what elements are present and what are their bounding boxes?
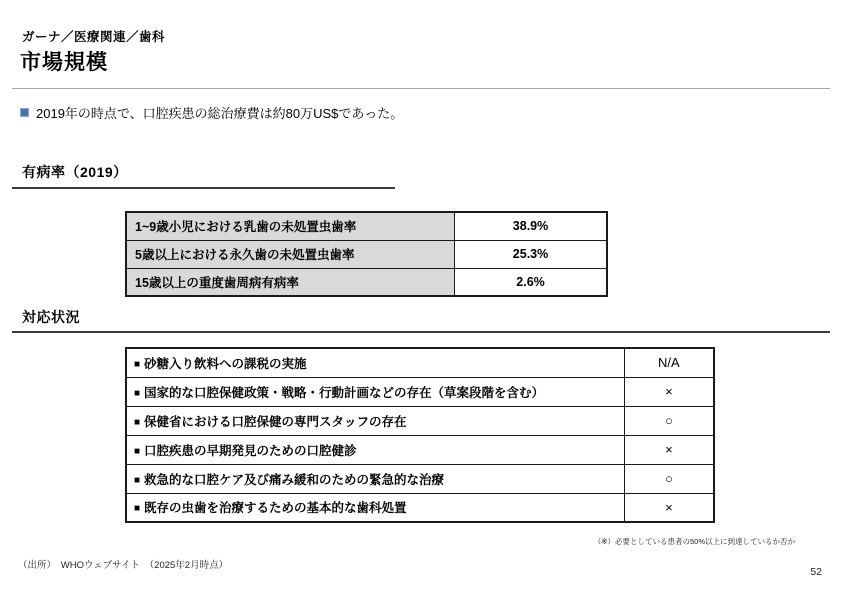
status-item-text: 救急的な口腔ケア及び痛み緩和のための緊急的な治療 (144, 472, 445, 487)
status-item-text: 既存の虫歯を治療するための基本的な歯科処置 (144, 501, 407, 516)
summary-text: 2019年の時点で、口腔疾患の総治療費は約80万US$であった。 (36, 106, 404, 121)
prevalence-row-value: 38.9% (455, 212, 607, 240)
table-row (126, 212, 607, 240)
status-row-mark: N/A (624, 348, 714, 377)
blue-square-bullet-icon (20, 108, 29, 117)
status-row-label (126, 435, 624, 464)
page-title: 市場規模 (20, 51, 108, 74)
breadcrumb: ガーナ／医療関連／歯科 (22, 30, 166, 44)
table-row (126, 377, 714, 406)
status-row-label (126, 493, 624, 522)
title-divider (12, 88, 830, 89)
footnote: （※）必要としている患者の50%以上に到達しているか否か (593, 537, 795, 546)
status-row-mark: × (624, 377, 714, 406)
table-row (126, 406, 714, 435)
prevalence-table (125, 211, 608, 297)
status-row-mark: ○ (624, 406, 714, 435)
table-row (126, 348, 714, 377)
page-number: 52 (810, 566, 822, 578)
table-row (126, 464, 714, 493)
square-bullet-icon: ■ (134, 387, 141, 399)
status-row-label (126, 464, 624, 493)
section-heading-response-status: 対応状況 (22, 309, 80, 325)
status-row-mark: × (624, 493, 714, 522)
table-row (126, 493, 714, 522)
status-row-mark: × (624, 435, 714, 464)
square-bullet-icon: ■ (134, 474, 141, 486)
status-item-text: 砂糖入り飲料への課税の実施 (144, 356, 307, 371)
status-row-label (126, 348, 624, 377)
square-bullet-icon: ■ (134, 445, 141, 457)
square-bullet-icon: ■ (134, 416, 141, 428)
prevalence-row-value: 25.3% (455, 240, 607, 268)
prevalence-row-label: 5歳以上における永久歯の未処置虫歯率 (126, 240, 455, 268)
table-row (126, 435, 714, 464)
table-row (126, 240, 607, 268)
status-item-text: 保健省における口腔保健の専門スタッフの存在 (144, 414, 407, 429)
response-status-table (125, 347, 715, 523)
square-bullet-icon: ■ (134, 503, 141, 515)
prevalence-underline (12, 187, 395, 189)
response-status-underline (12, 331, 830, 333)
status-item-text: 口腔疾患の早期発見のための口腔健診 (144, 443, 357, 458)
status-row-label (126, 377, 624, 406)
status-item-text: 国家的な口腔保健政策・戦略・行動計画などの存在（草案段階を含む） (144, 385, 545, 400)
source-note: （出所） WHOウェブサイト （2025年2月時点） (18, 560, 229, 571)
status-row-mark: ○ (624, 464, 714, 493)
section-heading-prevalence: 有病率（2019） (22, 164, 128, 180)
prevalence-row-label: 1~9歳小児における乳歯の未処置虫歯率 (126, 212, 455, 240)
summary-bullet-line (20, 103, 403, 122)
square-bullet-icon: ■ (134, 358, 141, 370)
prevalence-row-label: 15歳以上の重度歯周病有病率 (126, 268, 455, 296)
status-row-label (126, 406, 624, 435)
prevalence-row-value: 2.6% (455, 268, 607, 296)
table-row (126, 268, 607, 296)
